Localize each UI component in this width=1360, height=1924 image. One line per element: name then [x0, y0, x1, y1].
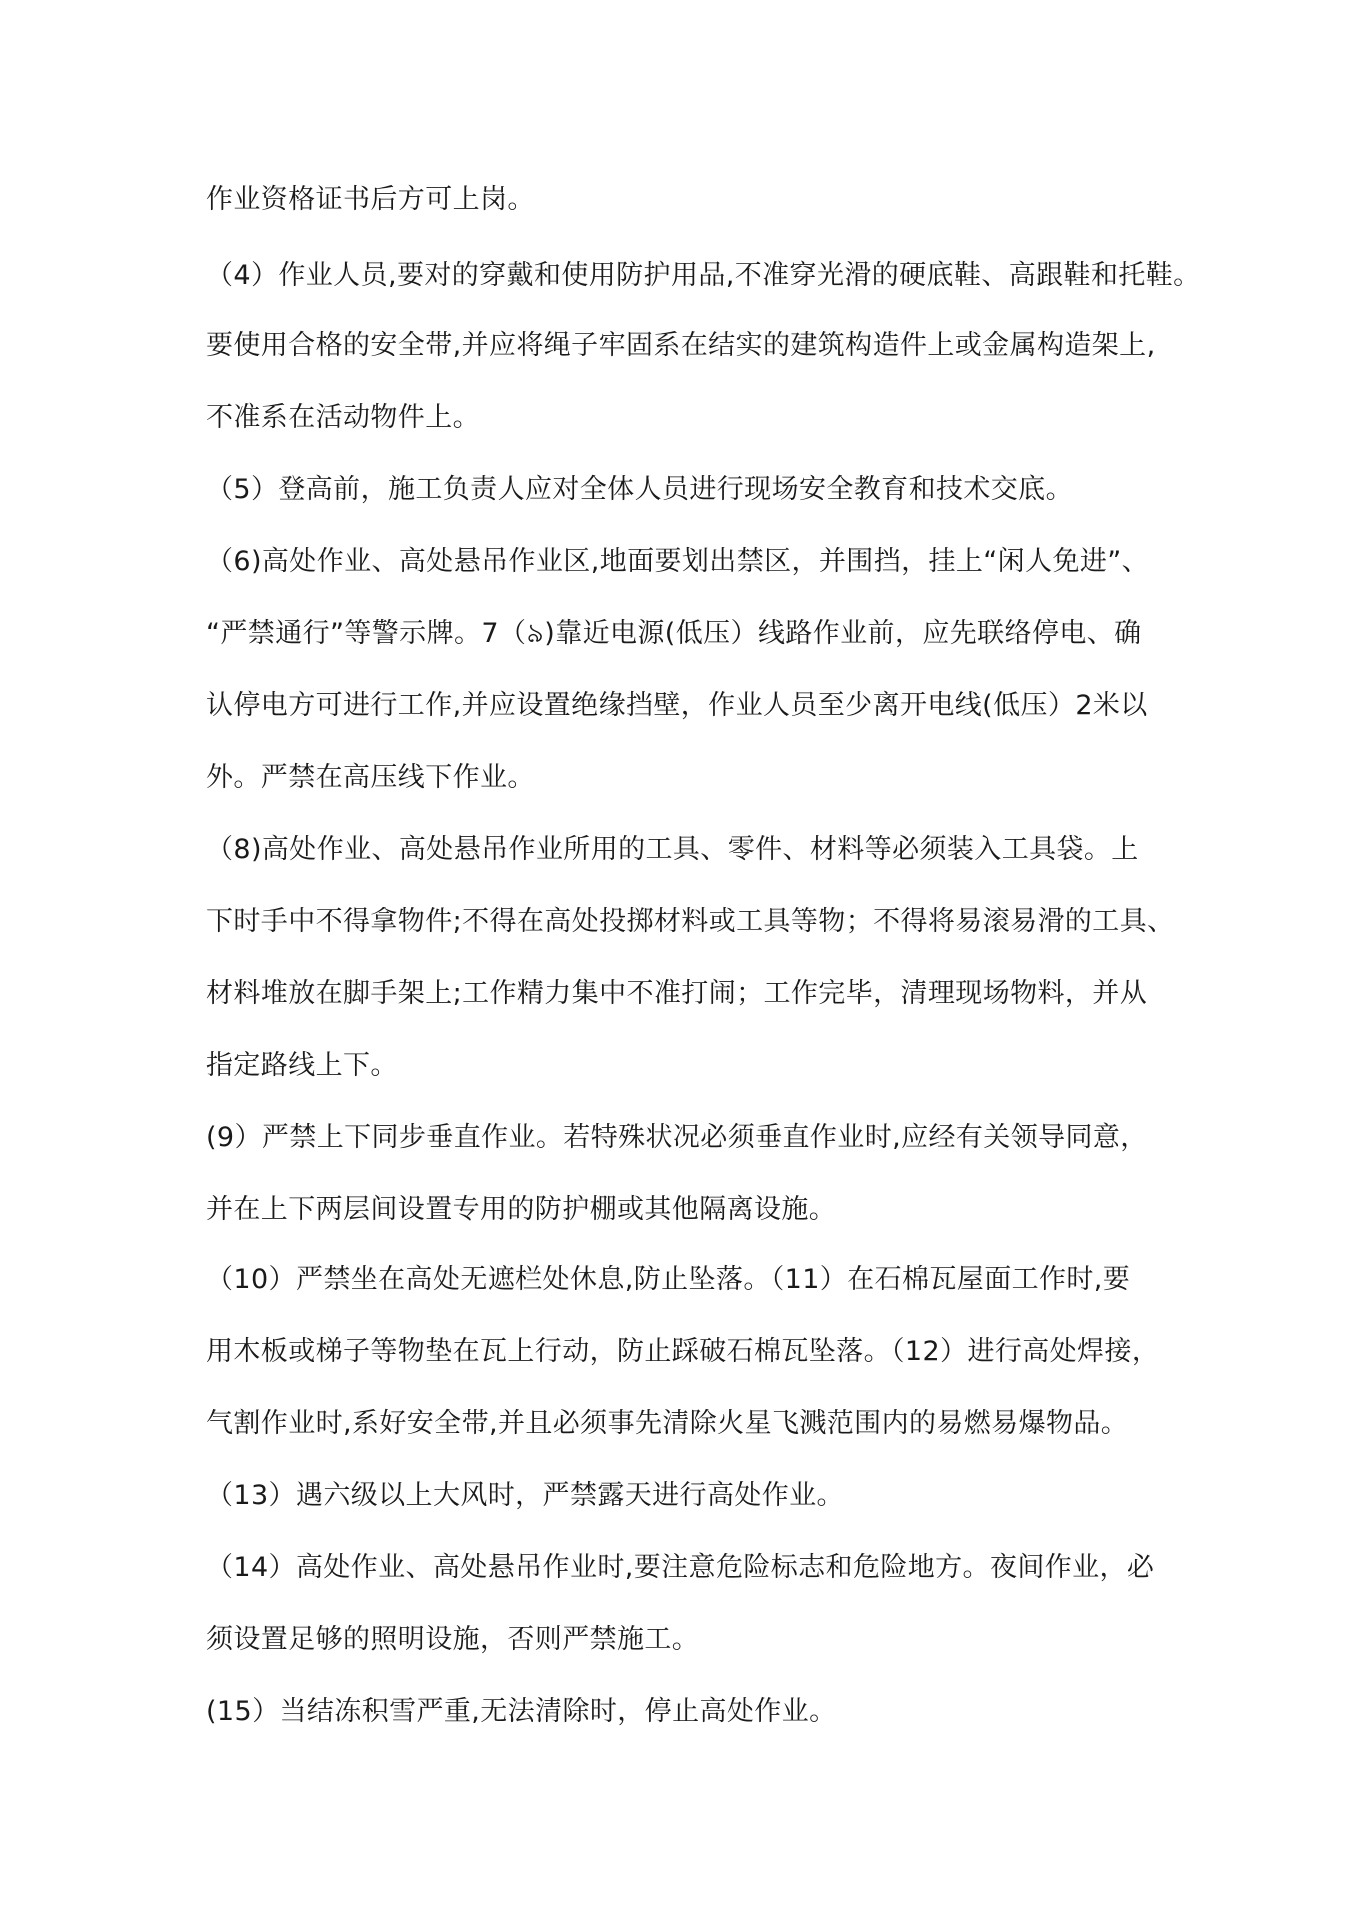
text-line: 作业资格证书后方可上岗。	[206, 184, 535, 215]
text-line: 并在上下两层间设置专用的防护棚或其他隔离设施。	[206, 1194, 837, 1225]
text-line: 须设置足够的照明设施，否则严禁施工。	[206, 1624, 700, 1655]
text-line: （4）作业人员,要对的穿戴和使用防护用品,不准穿光滑的硬底鞋、高跟鞋和托鞋。	[206, 260, 1201, 291]
text-line: 外。严禁在高压线下作业。	[206, 762, 535, 793]
text-line: 用木板或梯子等物垫在瓦上行动，防止踩破石棉瓦坠落。（12）进行高处焊接，	[206, 1336, 1160, 1367]
text-line: （14）高处作业、高处悬吊作业时,要注意危险标志和危险地方。夜间作业，必	[206, 1552, 1155, 1583]
text-line: 气割作业时,系好安全带,并且必须事先清除火星飞溅范围内的易燃易爆物品。	[206, 1408, 1129, 1439]
text-line: 下时手中不得拿物件;不得在高处投掷材料或工具等物；不得将易滚易滑的工具、	[206, 906, 1175, 937]
text-line: （8)高处作业、高处悬吊作业所用的工具、零件、材料等必须装入工具袋。上	[206, 834, 1139, 865]
text-line: 认停电方可进行工作,并应设置绝缘挡壁，作业人员至少离开电线(低压）2米以	[206, 690, 1148, 721]
text-line: 材料堆放在脚手架上;工作精力集中不准打闹；工作完毕，清理现场物料，并从	[206, 978, 1148, 1009]
text-line: (9）严禁上下同步垂直作业。若特殊状况必须垂直作业时,应经有关领导同意，	[206, 1122, 1148, 1153]
text-line: （10）严禁坐在高处无遮栏处休息,防止坠落。（11）在石棉瓦屋面工作时,要	[206, 1264, 1131, 1295]
text-line: (15）当结冻积雪严重,无法清除时，停止高处作业。	[206, 1696, 837, 1727]
text-line: （13）遇六级以上大风时，严禁露天进行高处作业。	[206, 1480, 844, 1511]
text-line: 要使用合格的安全带,并应将绳子牢固系在结实的建筑构造件上或金属构造架上,	[206, 330, 1156, 361]
text-line: “严禁通行”等警示牌。7（৯)靠近电源(低压）线路作业前，应先联络停电、确	[206, 618, 1142, 649]
text-line: （5）登高前，施工负责人应对全体人员进行现场安全教育和技术交底。	[206, 474, 1073, 505]
text-line: （6)高处作业、高处悬吊作业区,地面要划出禁区，并围挡，挂上“闲人免进”、	[206, 546, 1150, 577]
text-line: 不准系在活动物件上。	[206, 402, 480, 433]
text-line: 指定路线上下。	[206, 1050, 398, 1081]
